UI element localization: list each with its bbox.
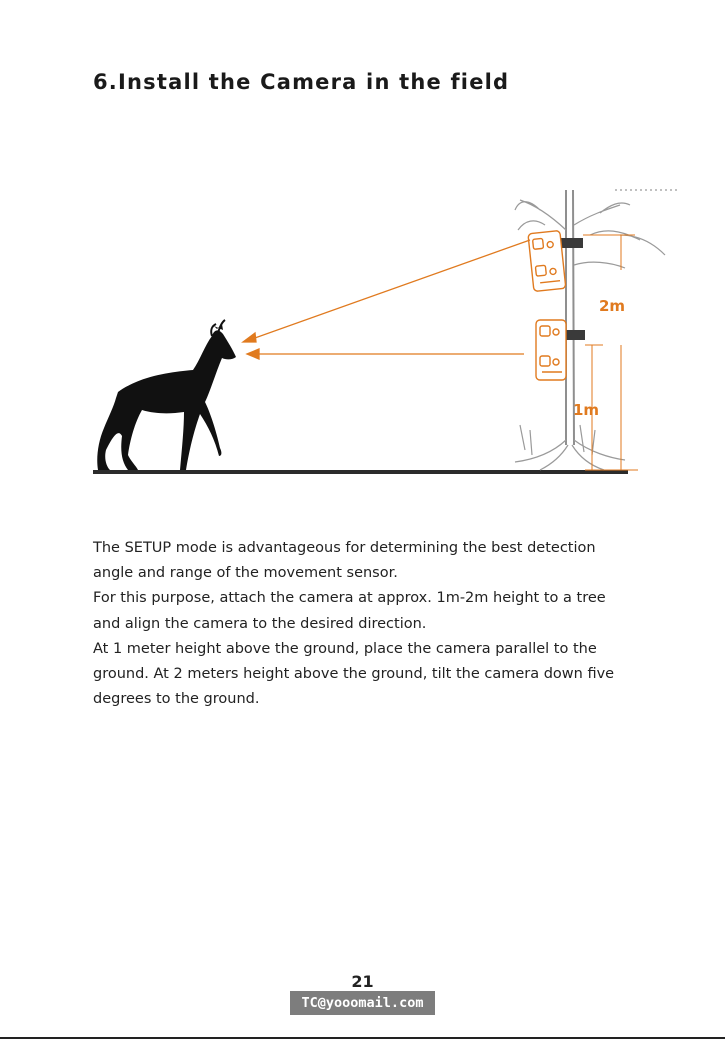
instruction-line: and align the camera to the desired direction. (93, 615, 427, 632)
trail-camera-icon (536, 320, 566, 380)
instruction-line: At 1 meter height above the ground, place the camera parallel to the (93, 640, 597, 657)
footer-email-badge: TC@yooomail.com (290, 991, 435, 1015)
detection-arrows (243, 240, 530, 359)
instruction-line: For this purpose, attach the camera at approx. 1m-2m height to a tree (93, 590, 606, 607)
instruction-line: degrees to the ground. (93, 691, 260, 708)
bottom-divider (0, 1037, 725, 1039)
deer-silhouette-icon (97, 320, 236, 470)
instruction-line: ground. At 2 meters height above the ground, tilt the camera down five (93, 666, 615, 683)
page-title: 6.Install the Camera in the field (93, 70, 510, 94)
instruction-line: The SETUP mode is advantageous for determining the best detection (93, 540, 596, 556)
instructions-text (93, 536, 653, 712)
trail-camera-icon (528, 230, 566, 291)
height-label-1m: 1m (573, 401, 600, 419)
dimension-lines (583, 235, 638, 470)
instruction-line: angle and range of the movement sensor. (93, 565, 398, 582)
ground-line (93, 470, 628, 474)
height-label-2m: 2m (599, 297, 626, 315)
page-number: 21 (351, 972, 374, 991)
